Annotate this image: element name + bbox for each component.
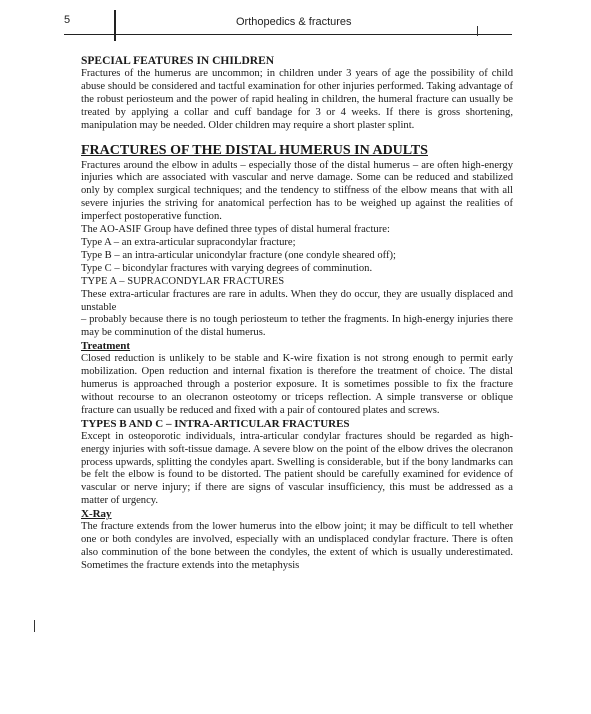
heading-types-b-c: TYPES B AND C – INTRA-ARTICULAR FRACTURES <box>81 417 350 430</box>
paragraph-type-a-2: – probably because there is no tough periosteum to tether the fragments. In high-energy injuries there may be comminution of the distal humerus. <box>81 314 513 339</box>
header-tick-mark <box>477 26 478 36</box>
paragraph-type-a-1: These extra-articular fractures are rare in adults. When they do occur, they are usually displaced and unstable <box>81 288 513 313</box>
heading-xray: X-Ray <box>81 508 112 521</box>
heading-treatment: Treatment <box>81 340 131 353</box>
page-body <box>81 54 513 573</box>
page-number: 5 <box>64 14 71 26</box>
heading-type-a: TYPE A – SUPRACONDYLAR FRACTURES <box>81 275 285 287</box>
paragraph-distal-humerus: Fractures around the elbow in adults – especially those of the distal humerus – are often high-energy injuries which are associated with vascular and nerve damage. Some can be reduced and stabilized only by complex surgical techniques; and the tendency to stiffness of the elbow means that with all severe injuries the striving for anatomical perfection has to be weighed up against the realities of imperfect postoperative function. <box>81 159 513 223</box>
paragraph-types-b-c: Except in osteoporotic individuals, intra-articular condylar fractures should be regarded as high-energy injuries with soft-tissue damage. A severe blow on the point of the elbow drives the olecranon process upwards, splitting the condyles apart. Swelling is considerable, but if the bony landmarks can be felt the elbow is found to be distorted. The patient should be carefully examined for evidence of vascular or nerve injury; if there are signs of vascular insufficiency, this must be addressed as a matter of urgency. <box>81 430 513 507</box>
paragraph-xray: The fracture extends from the lower humerus into the elbow joint; it may be difficult to tell whether one or both condyles are involved, especially with an undisplaced condylar fracture. There is often also comminution of the bone between the condyles, the extent of which is usually underestimated. Sometimes the fracture extends into the metaphysis <box>81 521 513 571</box>
page-header <box>64 10 512 35</box>
header-divider <box>114 10 116 41</box>
list-item-type-b: Type B – an intra-articular unicondylar fracture (one condyle sheared off); <box>81 249 396 261</box>
running-title: Orthopedics & fractures <box>236 16 352 28</box>
paragraph-special-features: Fractures of the humerus are uncommon; in children under 3 years of age the possibility of child abuse should be considered and tactful examination for other injuries performed. Taking advantage of the robust periosteum and the power of rapid healing in children, the humeral fracture can usually be treated by applying a collar and cuff bandage for 3 or 4 weeks. If there is gross shortening, manipulation may be needed. Older children may require a short plaster splint. <box>81 68 513 131</box>
list-item-type-a: Type A – an extra-articular supracondylar fracture; <box>81 236 296 248</box>
margin-mark <box>34 620 35 632</box>
paragraph-treatment: Closed reduction is unlikely to be stable and K-wire fixation is not strong enough to permit early mobilization. Open reduction and internal fixation is therefore the treatment of choice. The distal humerus is approached through a posterior exposure. It is sometimes possible to fix the fracture without recourse to an olecranon osteotomy or triceps reflection. A simple transverse or oblique fracture can usually be reduced and fixed with a pair of contoured plates and screws. <box>81 353 513 416</box>
heading-special-features: SPECIAL FEATURES IN CHILDREN <box>81 55 275 67</box>
heading-distal-humerus: FRACTURES OF THE DISTAL HUMERUS IN ADULTS <box>81 142 428 158</box>
list-item-type-c: Type C – bicondylar fractures with varying degrees of comminution. <box>81 262 373 274</box>
paragraph-ao-intro: The AO-ASIF Group have defined three types of distal humeral fracture: <box>81 224 390 236</box>
